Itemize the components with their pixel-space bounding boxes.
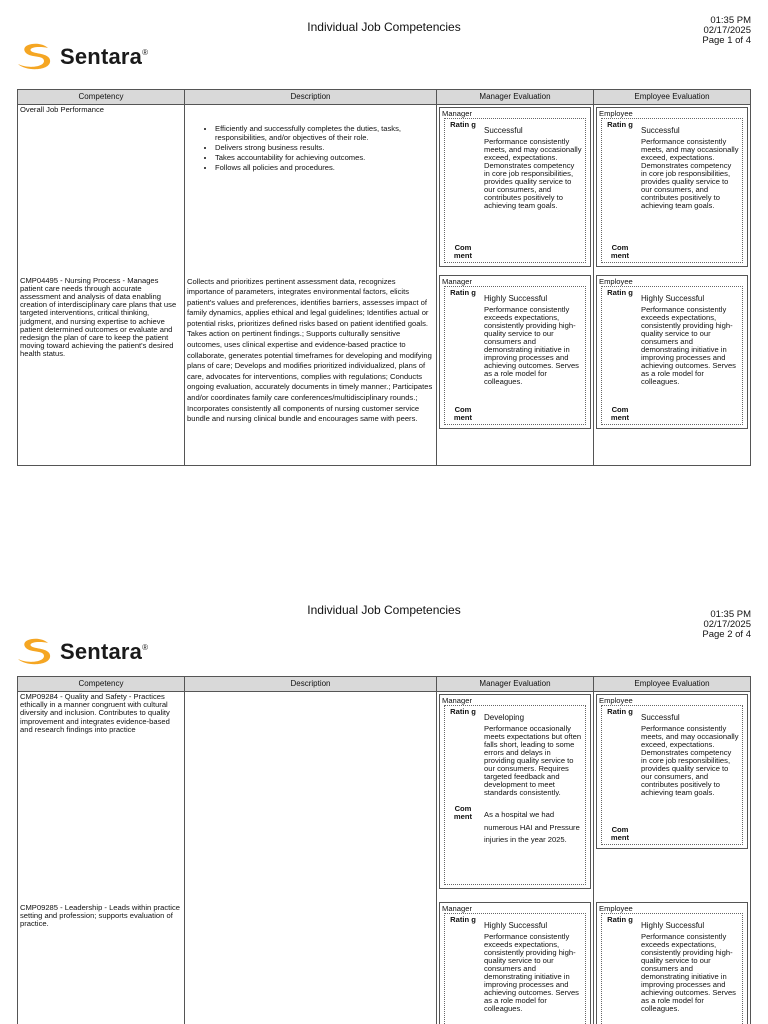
col-competency: Competency <box>18 90 185 105</box>
page-number: Page 1 of 4 <box>702 35 751 46</box>
employee-eval-cell <box>594 900 751 1024</box>
print-date: 02/17/2025 <box>703 619 751 630</box>
manager-eval-box <box>439 902 591 1024</box>
description-cell: Collects and prioritizes pertinent assessment data, recognizes importance of parameters, integrates environmental factors, elicits patient's values and preferences, identifies barriers, assesses impact of family dynamics, applies ethical and legal guidelines; Identifies actual or potential risks, prioritizes defined risks based on patient identified goals. Takes action on pertinent findings.; Supports culturally sensitive outcomes, uses clinical expertise and evidence-based practice to collaborate, generates potential timeframes for developing and modifying plans of care; Develops and modifies prioritized individualized, plans of care, advocates for interventions, complies with regulations; Conducts ongoing evaluation, accurately documents in timely manner.; Participates and/or coordinates family care conferences/multidisciplinary rounds.; Incorporates consistently all components of nursing customer service bundle and nursing clinical bundle and encourages same with peers. <box>185 273 437 466</box>
eval-title: Employee <box>599 109 633 118</box>
comment-label: Com ment <box>453 243 473 260</box>
rating-label: Ratin g <box>450 287 476 297</box>
eval-title: Manager <box>442 903 472 913</box>
employee-eval-cell <box>594 273 751 466</box>
competency-cell: CMP09284 - Quality and Safety - Practices ethically in a manner congruent with cultural diversity and inclusion. Contributes to quality improvement and integrates evidence-based and research findings into practice <box>18 692 185 900</box>
table-header <box>18 90 751 105</box>
table-header <box>18 677 751 692</box>
registered-mark: ® <box>142 643 149 652</box>
rating-value: Highly Successful <box>484 920 548 930</box>
manager-eval-cell <box>437 273 594 466</box>
col-employee-eval: Employee Evaluation <box>594 90 751 105</box>
table-row <box>18 273 751 466</box>
employee-eval-box <box>596 275 748 429</box>
sentara-logo <box>14 42 148 72</box>
employee-eval-box <box>596 902 748 1024</box>
competency-cell: Overall Job Performance <box>18 105 185 273</box>
print-meta <box>702 610 751 640</box>
description-cell <box>185 692 437 900</box>
manager-eval-box <box>439 107 591 267</box>
rating-description: Performance consistently exceeds expectations, consistently providing high-quality service to our consumers and demonstrating initiative in improving processes and achieving outcomes. Serves as a role model for colleagues. <box>484 931 579 1013</box>
comment-value: As a hospital we had numerous HAI and Pressure injuries in the year 2025. <box>484 810 580 845</box>
competency-cell: CMP04495 - Nursing Process - Manages patient care needs through accurate assessment and analysis of data enabling creation of interdisciplinary care plans that use targeted interventions, critical thinking, judgment, and nursing expertise to achieve patient determined outcomes or evaluate and redesign the plan of care to keep the patient moving toward achieving the patient's desired health status. <box>18 273 185 466</box>
rating-value: Highly Successful <box>641 920 705 930</box>
rating-value: Highly Successful <box>484 293 548 303</box>
manager-eval-cell <box>437 900 594 1024</box>
comment-label: Com ment <box>610 243 630 260</box>
rating-label: Ratin g <box>607 120 633 129</box>
eval-fields <box>601 913 743 1024</box>
comment-value <box>635 244 739 260</box>
print-date: 02/17/2025 <box>703 25 751 36</box>
rating-label: Ratin g <box>450 120 476 129</box>
col-manager-eval: Manager Evaluation <box>437 90 594 105</box>
eval-fields <box>444 913 586 1024</box>
comment-value <box>478 244 582 260</box>
rating-label: Ratin g <box>607 707 633 716</box>
eval-fields <box>601 118 743 263</box>
print-time: 01:35 PM <box>710 609 751 620</box>
employee-eval-cell <box>594 692 751 900</box>
rating-value: Successful <box>641 713 680 722</box>
table-row <box>18 692 751 900</box>
eval-title: Manager <box>442 276 472 286</box>
table-row <box>18 105 751 273</box>
comment-value <box>635 406 739 422</box>
eval-title: Employee <box>599 903 633 913</box>
comment-label: Com ment <box>453 404 473 422</box>
eval-fields <box>444 118 586 263</box>
col-description: Description <box>185 677 437 692</box>
list-item: • Efficiently and successfully completes the duties, tasks, responsibilities, and/or objectives of their role. <box>215 124 434 142</box>
comment-label: Com ment <box>610 404 630 422</box>
rating-description: Performance consistently meets, and may occasionally exceed, expectations. Demonstrates competency in core job responsibilities, provides quality service to our consumers, and contributes positively to achieving team goals. <box>641 137 739 210</box>
logo-wordmark: Sentara <box>60 44 143 69</box>
eval-fields <box>601 705 743 845</box>
eval-title: Employee <box>599 696 633 705</box>
rating-value: Successful <box>641 126 680 135</box>
manager-eval-cell <box>437 692 594 900</box>
comment-value <box>478 406 582 422</box>
comment-label: Com ment <box>453 804 473 821</box>
manager-eval-box <box>439 275 591 429</box>
col-manager-eval: Manager Evaluation <box>437 677 594 692</box>
eval-fields <box>444 705 586 885</box>
logo-wordmark: Sentara <box>60 639 143 664</box>
eval-title: Employee <box>599 276 633 286</box>
eval-title: Manager <box>442 696 472 705</box>
print-meta <box>702 16 751 46</box>
eval-fields <box>444 286 586 425</box>
rating-description: Performance occasionally meets expectations but often falls short, leading to some errors and delays in providing quality service to our consumers. Requires targeted feedback and development to meet standards consistently. <box>484 724 582 797</box>
description-bullets <box>187 124 434 172</box>
col-competency: Competency <box>18 677 185 692</box>
employee-eval-box <box>596 694 748 849</box>
col-description: Description <box>185 90 437 105</box>
rating-description: Performance consistently meets, and may occasionally exceed, expectations. Demonstrates competency in core job responsibilities, provides quality service to our consumers, and contributes positively to achieving team goals. <box>641 724 739 797</box>
rating-value: Highly Successful <box>641 293 705 303</box>
manager-eval-box <box>439 694 591 889</box>
registered-mark: ® <box>142 48 149 57</box>
print-time: 01:35 PM <box>710 15 751 26</box>
col-employee-eval: Employee Evaluation <box>594 677 751 692</box>
sentara-logo <box>14 637 148 667</box>
rating-description: Performance consistently exceeds expectations, consistently providing high-quality service to our consumers and demonstrating initiative in improving processes and achieving outcomes. Serves as a role model for colleagues. <box>484 304 579 386</box>
list-item: • Takes accountability for achieving outcomes. <box>215 153 434 162</box>
description-cell <box>185 105 437 273</box>
list-item: • Follows all policies and procedures. <box>215 163 434 172</box>
rating-description: Performance consistently exceeds expectations, consistently providing high-quality service to our consumers and demonstrating initiative in improving processes and achieving outcomes. Serves as a role model for colleagues. <box>641 931 736 1013</box>
sentara-swoosh-icon <box>14 42 54 72</box>
rating-label: Ratin g <box>450 707 476 716</box>
rating-value: Developing <box>484 713 525 722</box>
rating-label: Ratin g <box>607 287 633 297</box>
manager-eval-cell <box>437 105 594 273</box>
rating-description: Performance consistently meets, and may occasionally exceed, expectations. Demonstrates competency in core job responsibilities, provides quality service to our consumers, and contributes positively to achieving team goals. <box>484 137 582 210</box>
employee-eval-box <box>596 107 748 267</box>
description-cell <box>185 900 437 1024</box>
competency-table <box>17 676 751 1024</box>
report-page-2 <box>0 512 768 1024</box>
employee-eval-cell <box>594 105 751 273</box>
page-title: Individual Job Competencies <box>307 603 461 617</box>
list-item: • Delivers strong business results. <box>215 143 434 152</box>
competency-table <box>17 89 751 466</box>
comment-label: Com ment <box>610 825 630 842</box>
rating-label: Ratin g <box>607 914 633 924</box>
table-row <box>18 900 751 1024</box>
page-number: Page 2 of 4 <box>702 629 751 640</box>
competency-cell: CMP09285 - Leadership - Leads within practice setting and profession; supports evaluation of practice. <box>18 900 185 1024</box>
page-title: Individual Job Competencies <box>307 20 461 34</box>
eval-fields <box>601 286 743 425</box>
comment-value <box>635 826 739 842</box>
sentara-swoosh-icon <box>14 637 54 667</box>
rating-label: Ratin g <box>450 914 476 924</box>
rating-value: Successful <box>484 126 523 135</box>
rating-description: Performance consistently exceeds expectations, consistently providing high-quality service to our consumers and demonstrating initiative in improving processes and achieving outcomes. Serves as a role model for colleagues. <box>641 304 736 386</box>
eval-title: Manager <box>442 109 472 118</box>
